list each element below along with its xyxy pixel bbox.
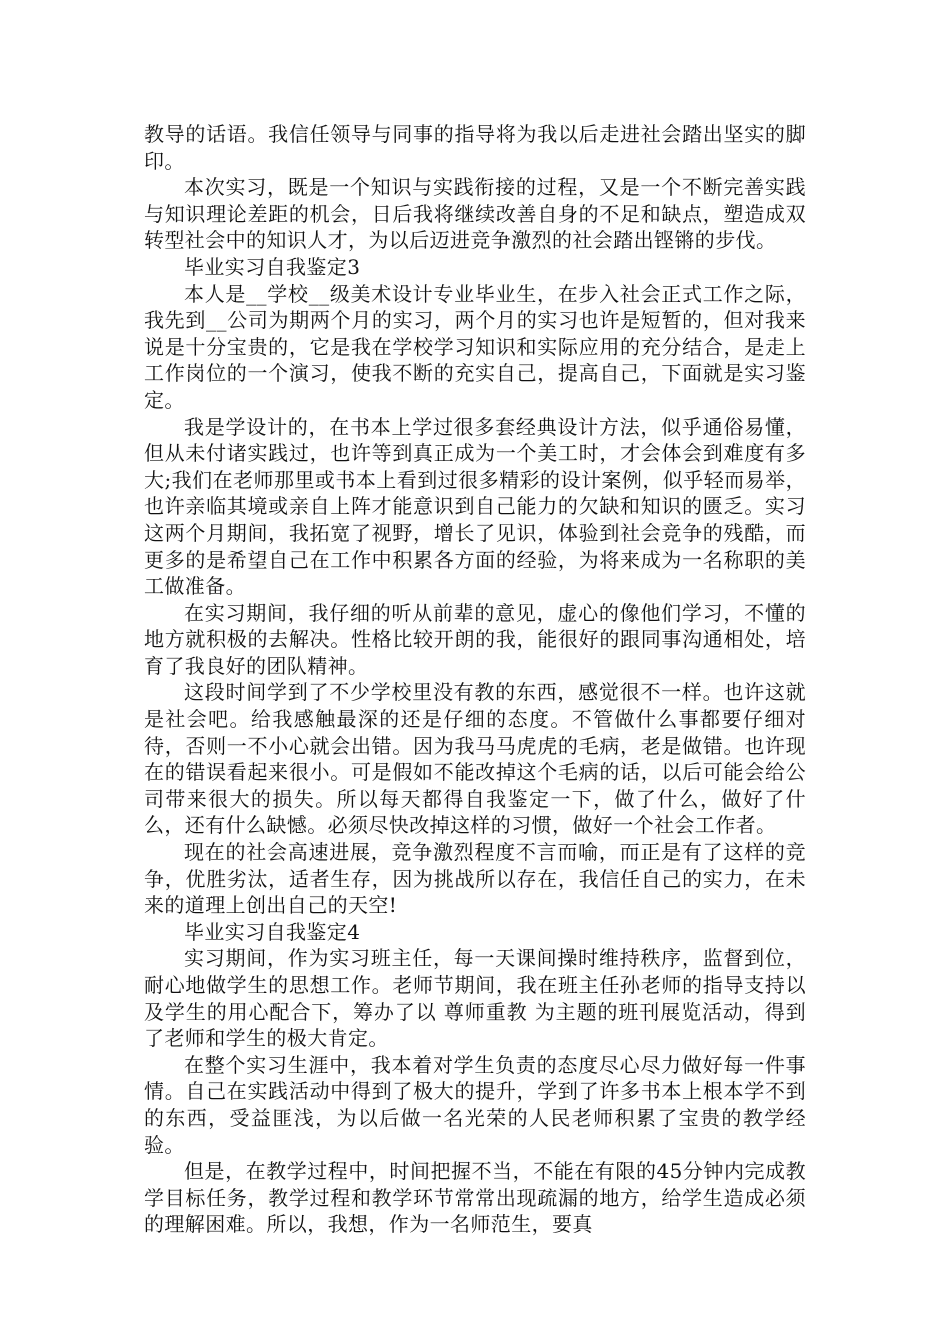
paragraph: 在整个实习生涯中，我本着对学生负责的态度尽心尽力做好每一件事情。自己在实践活动中得到了极大的提升，学到了许多书本上根本学不到的东西，受益匪浅，为以后做一名光荣的人民老师积累了宝贵的教学经验。: [144, 1052, 806, 1157]
paragraph: 但是，在教学过程中，时间把握不当，不能在有限的45分钟内完成教学目标任务，教学过程和教学环节常常出现疏漏的地方，给学生造成必须的理解困难。所以，我想，作为一名师范生，要真: [144, 1159, 806, 1237]
section-heading: 毕业实习自我鉴定4: [184, 919, 361, 944]
paragraph: 本次实习，既是一个知识与实践衔接的过程，又是一个不断完善实践与知识理论差距的机会，日后我将继续改善自身的不足和缺点，塑造成双转型社会中的知识人才，为以后迈进竞争激烈的社会踏出铿锵的步伐。: [144, 175, 806, 253]
paragraph-continuation: 教导的话语。我信任领导与同事的指导将为我以后走进社会踏出坚实的脚印。: [144, 122, 806, 173]
paragraph: 这段时间学到了不少学校里没有教的东西，感觉很不一样。也许这就是社会吧。给我感触最深的还是仔细的态度。不管做什么事都要仔细对待，否则一不小心就会出错。因为我马马虎虎的毛病，老是做错。也许现在的错误看起来很小。可是假如不能改掉这个毛病的话，以后可能会给公司带来很大的损失。所以每天都得自我鉴定一下，做了什么，做好了什么，还有什么缺憾。必须尽快改掉这样的习惯，做好一个社会工作者。: [144, 680, 806, 838]
document-body: [144, 121, 806, 1238]
paragraph: 现在的社会高速进展，竞争激烈程度不言而喻，而正是有了这样的竞争，优胜劣汰，适者生存，因为挑战所以存在，我信任自己的实力，在未来的道理上创出自己的天空!: [144, 840, 806, 918]
section-heading: 毕业实习自我鉴定3: [184, 254, 361, 279]
paragraph: 在实习期间，我仔细的听从前辈的意见，虚心的像他们学习，不懂的地方就积极的去解决。性格比较开朗的我，能很好的跟同事沟通相处，培育了我良好的团队精神。: [144, 600, 806, 678]
paragraph: 我是学设计的，在书本上学过很多套经典设计方法，似乎通俗易懂，但从未付诸实践过，也许等到真正成为一个美工时，才会体会到难度有多大;我们在老师那里或书本上看到过很多精彩的设计案例，似乎轻而易举，也许亲临其境或亲自上阵才能意识到自己能力的欠缺和知识的匮乏。实习这两个月期间，我拓宽了视野，增长了见识，体验到社会竞争的残酷，而更多的是希望自己在工作中积累各方面的经验，为将来成为一名称职的美工做准备。: [144, 414, 806, 599]
paragraph: 实习期间，作为实习班主任，每一天课间操时维持秩序，监督到位，耐心地做学生的思想工作。老师节期间，我在班主任孙老师的指导支持以及学生的用心配合下，筹办了以 尊师重教 为主题的班刊展览活动，得到了老师和学生的极大肯定。: [144, 946, 806, 1051]
paragraph: 本人是__学校__级美术设计专业毕业生，在步入社会正式工作之际，我先到__公司为期两个月的实习，两个月的实习也许是短暂的，但对我来说是十分宝贵的，它是我在学校学习知识和实际应用的充分结合，是走上工作岗位的一个演习，使我不断的充实自己，提高自己，下面就是实习鉴定。: [144, 281, 806, 412]
